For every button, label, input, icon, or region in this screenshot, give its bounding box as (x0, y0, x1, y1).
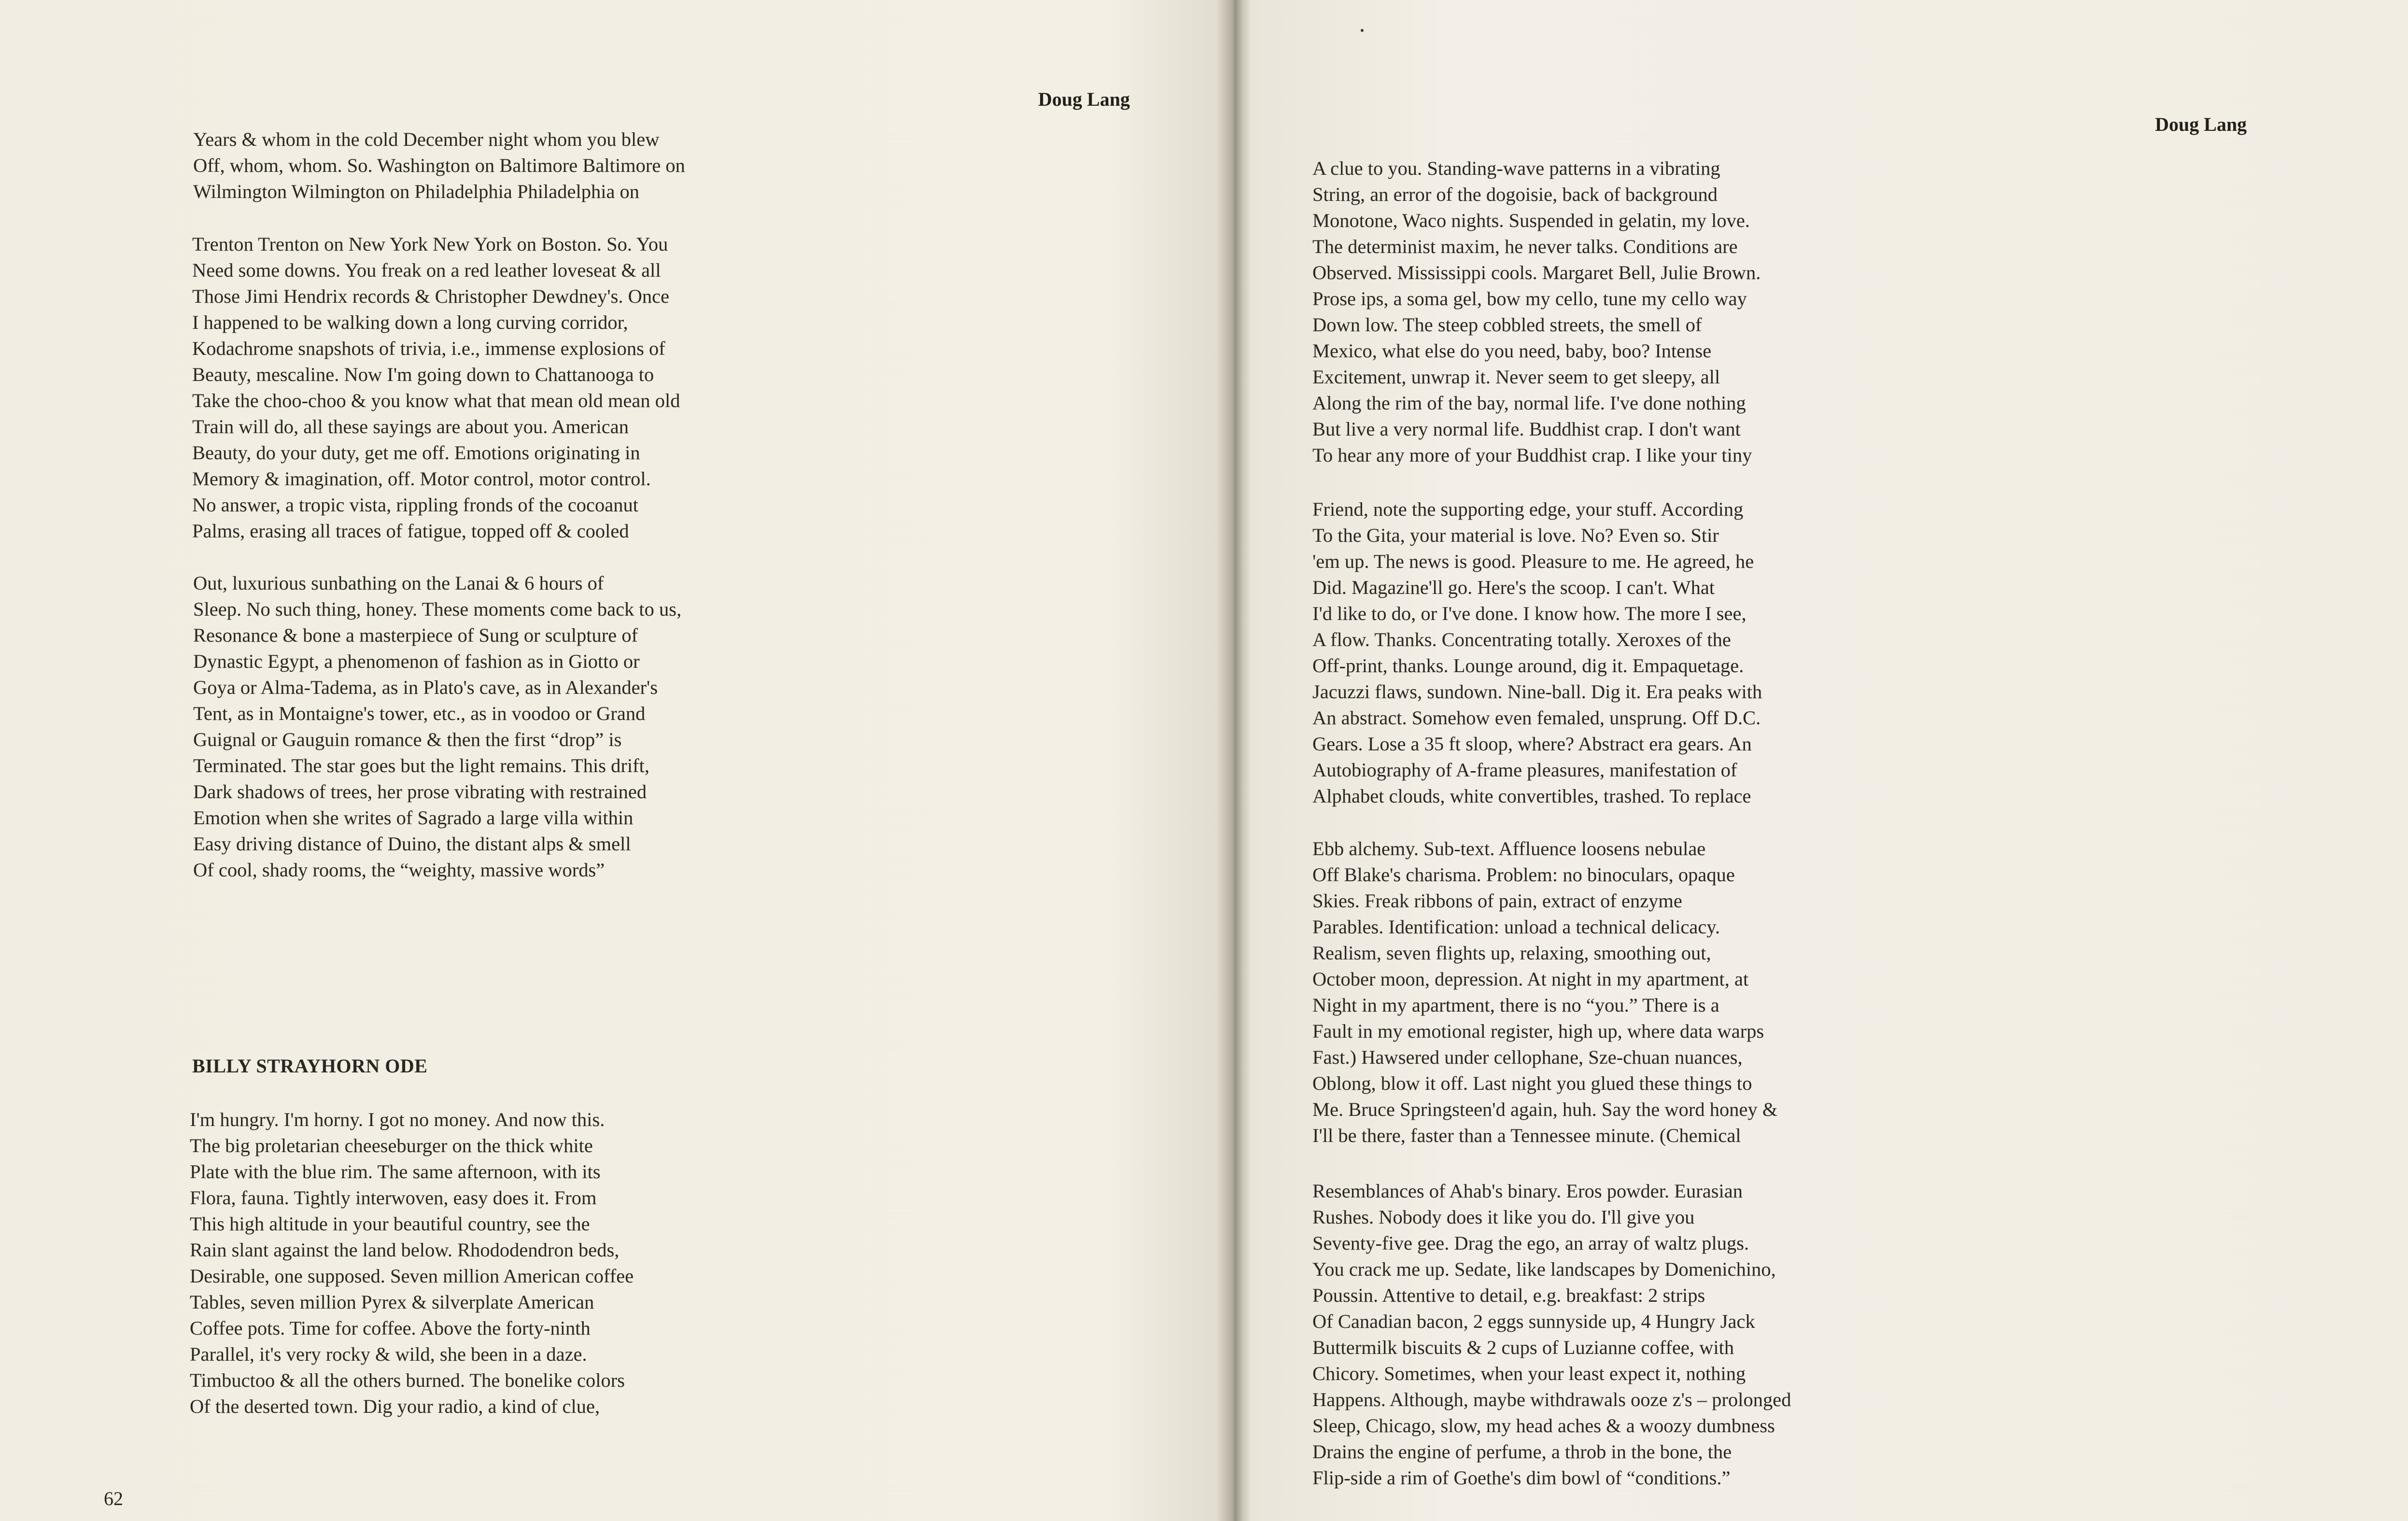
poem-line: October moon, depression. At night in my apartment, at (1312, 968, 1749, 990)
poem-line: No answer, a tropic vista, rippling fronds of the cocoanut (192, 494, 639, 516)
poem-line: Emotion when she writes of Sagrado a large villa within (193, 807, 634, 829)
poem-line: Coffee pots. Time for coffee. Above the forty-ninth (190, 1317, 591, 1339)
poem-line: Parallel, it's very rocky & wild, she been in a daze. (190, 1343, 587, 1365)
poem-line: Buttermilk biscuits & 2 cups of Luzianne coffee, with (1312, 1337, 1734, 1358)
poem-line: But live a very normal life. Buddhist crap. I don't want (1312, 418, 1741, 440)
running-head-author: Doug Lang (2155, 113, 2247, 135)
poem-line: Friend, note the supporting edge, your stuff. According (1312, 498, 1744, 520)
poem-line: Rain slant against the land below. Rhododendron beds, (190, 1239, 620, 1261)
poem-line: Resemblances of Ahab's binary. Eros powder. Eurasian (1312, 1180, 1743, 1202)
poem-line: Autobiography of A-frame pleasures, manifestation of (1312, 759, 1737, 781)
poem-line: I happened to be walking down a long curving corridor, (192, 311, 628, 333)
poem-line: Dynastic Egypt, a phenomenon of fashion as in Giotto or (193, 650, 640, 672)
stanza (190, 1107, 634, 1420)
poem-line: You crack me up. Sedate, like landscapes by Domenichino, (1312, 1258, 1776, 1280)
poem-line: Of cool, shady rooms, the “weighty, massive words” (193, 859, 605, 881)
poem-title: BILLY STRAYHORN ODE (192, 1055, 428, 1077)
poem-line: Excitement, unwrap it. Never seem to get sleepy, all (1312, 366, 1720, 388)
poem-line: Palms, erasing all traces of fatigue, topped off & cooled (192, 520, 629, 542)
poem-line: I'll be there, faster than a Tennessee minute. (Chemical (1312, 1125, 1741, 1146)
poem-line: Take the choo-choo & you know what that mean old mean old (192, 390, 680, 411)
poem-line: Jacuzzi flaws, sundown. Nine-ball. Dig it. Era peaks with (1312, 681, 1762, 703)
poem-line: Dark shadows of trees, her prose vibrating with restrained (193, 781, 647, 803)
poem-line: Fault in my emotional register, high up, where data warps (1312, 1020, 1764, 1042)
poem-line: Of Canadian bacon, 2 eggs sunnyside up, 4 Hungry Jack (1312, 1310, 1755, 1332)
poem-line: Chicory. Sometimes, when your least expect it, nothing (1312, 1363, 1746, 1384)
poem-line: Wilmington Wilmington on Philadelphia Philadelphia on (193, 181, 640, 202)
poem-line: Tent, as in Montaigne's tower, etc., as in voodoo or Grand (193, 703, 646, 724)
poem-line: Resonance & bone a masterpiece of Sung or sculpture of (193, 624, 638, 646)
poem-line: Train will do, all these sayings are about you. American (192, 416, 629, 437)
poem-line: Off Blake's charisma. Problem: no binoculars, opaque (1312, 864, 1735, 886)
poem-line: Terminated. The star goes but the light remains. This drift, (193, 755, 649, 776)
poem-line: Monotone, Waco nights. Suspended in gelatin, my love. (1312, 210, 1750, 231)
poem-line: To the Gita, your material is love. No? Even so. Stir (1312, 524, 1719, 546)
poem-line: Ebb alchemy. Sub-text. Affluence loosens nebulae (1312, 838, 1706, 859)
poem-line: Mexico, what else do you need, baby, boo? Intense (1312, 340, 1712, 362)
poem-line: Parables. Identification: unload a technical delicacy. (1312, 916, 1720, 938)
stanza (1312, 155, 1760, 468)
poem-line: Kodachrome snapshots of trivia, i.e., immense explosions of (192, 338, 665, 359)
poem-line: Plate with the blue rim. The same afternoon, with its (190, 1161, 601, 1183)
poem-line: A clue to you. Standing-wave patterns in a vibrating (1312, 157, 1720, 179)
poem-line: Need some downs. You freak on a red leather loveseat & all (192, 259, 661, 281)
poem-line: Night in my apartment, there is no “you.” There is a (1312, 994, 1719, 1016)
poem-line: Tables, seven million Pyrex & silverplate American (190, 1291, 594, 1313)
running-head-author: Doug Lang (1038, 88, 1130, 110)
poem-line: A flow. Thanks. Concentrating totally. Xeroxes of the (1312, 629, 1731, 650)
poem-line: Flip-side a rim of Goethe's dim bowl of “conditions.” (1312, 1467, 1731, 1489)
page-number: 62 (104, 1488, 123, 1509)
poem-line: Of the deserted town. Dig your radio, a kind of clue, (190, 1395, 600, 1417)
poem-line: Those Jimi Hendrix records & Christopher Dewdney's. Once (192, 285, 670, 307)
poem-line: I'd like to do, or I've done. I know how. The more I see, (1312, 603, 1746, 624)
poem-line: Me. Bruce Springsteen'd again, huh. Say the word honey & (1312, 1098, 1778, 1120)
poem-line: Off-print, thanks. Lounge around, dig it. Empaquetage. (1312, 655, 1744, 676)
poem-line: I'm hungry. I'm horny. I got no money. And now this. (190, 1109, 605, 1130)
poem-line: Beauty, do your duty, get me off. Emotions originating in (192, 442, 640, 464)
stanza (193, 127, 685, 205)
poem-line: Skies. Freak ribbons of pain, extract of enzyme (1312, 890, 1682, 912)
poem-line: Did. Magazine'll go. Here's the scoop. I can't. What (1312, 577, 1715, 598)
stanza (193, 570, 681, 883)
poem-line: Down low. The steep cobbled streets, the smell of (1312, 314, 1702, 336)
poem-line: Oblong, blow it off. Last night you glued these things to (1312, 1072, 1752, 1094)
poem-line: Years & whom in the cold December night whom you blew (193, 128, 660, 150)
poem-line: Memory & imagination, off. Motor control, motor control. (192, 468, 651, 490)
poem-line: Seventy-five gee. Drag the ego, an array of waltz plugs. (1312, 1232, 1749, 1254)
right-page (1230, 0, 2408, 1521)
poem-line: An abstract. Somehow even femaled, unsprung. Off D.C. (1312, 707, 1761, 729)
poem-line: Observed. Mississippi cools. Margaret Bell, Julie Brown. (1312, 262, 1761, 283)
poem-line: Rushes. Nobody does it like you do. I'll give you (1312, 1206, 1695, 1228)
poem-line: Sleep. No such thing, honey. These moments come back to us, (193, 598, 682, 620)
poem-line: Off, whom, whom. So. Washington on Baltimore Baltimore on (193, 155, 685, 176)
poem-line: Sleep, Chicago, slow, my head aches & a woozy dumbness (1312, 1415, 1775, 1436)
stanza (1312, 836, 1777, 1149)
poem-line: String, an error of the dogoisie, back of background (1312, 183, 1718, 205)
poem-line: Fast.) Hawsered under cellophane, Sze-chuan nuances, (1312, 1046, 1743, 1068)
stanza (192, 231, 680, 544)
poem-line: Alphabet clouds, white convertibles, trashed. To replace (1312, 785, 1751, 807)
poem-line: Drains the engine of perfume, a throb in the bone, the (1312, 1441, 1732, 1463)
poem-line: Easy driving distance of Duino, the distant alps & smell (193, 833, 631, 855)
stanza (1312, 496, 1762, 809)
poem-line: Guignal or Gauguin romance & then the first “drop” is (193, 729, 622, 750)
poem-line: This high altitude in your beautiful country, see the (190, 1213, 590, 1235)
poem-line: Poussin. Attentive to detail, e.g. breakfast: 2 strips (1312, 1284, 1705, 1306)
stanza (1312, 1178, 1791, 1491)
poem-line: Timbuctoo & all the others burned. The bonelike colors (190, 1369, 625, 1391)
poem-line: Along the rim of the bay, normal life. I've done nothing (1312, 392, 1746, 414)
poem-line: Flora, fauna. Tightly interwoven, easy does it. From (190, 1187, 597, 1209)
poem-line: Desirable, one supposed. Seven million American coffee (190, 1265, 634, 1287)
poem-line: Out, luxurious sunbathing on the Lanai & 6 hours of (193, 572, 604, 594)
poem-line: To hear any more of your Buddhist crap. I like your tiny (1312, 444, 1752, 466)
poem-line: Gears. Lose a 35 ft sloop, where? Abstract era gears. An (1312, 733, 1752, 755)
poem-line: Happens. Although, maybe withdrawals ooze z's – prolonged (1312, 1389, 1791, 1410)
poem-line: Prose ips, a soma gel, bow my cello, tune my cello way (1312, 288, 1747, 310)
poem-line: Beauty, mescaline. Now I'm going down to Chattanooga to (192, 364, 654, 385)
poem-line: Trenton Trenton on New York New York on Boston. So. You (192, 233, 668, 255)
poem-line: Realism, seven flights up, relaxing, smoothing out, (1312, 942, 1711, 964)
poem-line: 'em up. The news is good. Pleasure to me. He agreed, he (1312, 550, 1754, 572)
poem-line: The determinist maxim, he never talks. Conditions are (1312, 236, 1738, 257)
poem-line: The big proletarian cheeseburger on the thick white (190, 1135, 593, 1156)
poem-line: Goya or Alma-Tadema, as in Plato's cave, as in Alexander's (193, 676, 658, 698)
